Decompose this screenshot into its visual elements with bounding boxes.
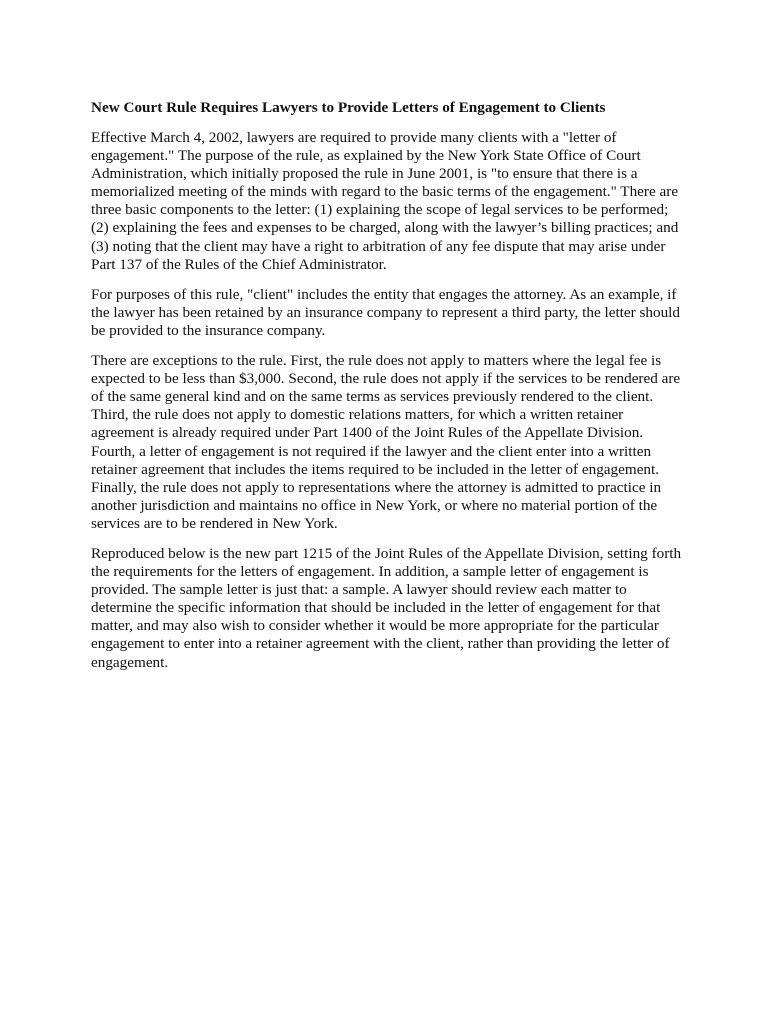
paragraph-line: provided. The sample letter is just that: a sample. A lawyer should review each matter to bbox=[91, 581, 627, 599]
paragraph-reproduced-below bbox=[91, 545, 691, 672]
paragraph-line: Administration, which initially proposed the rule in June 2001, is "to ensure that there is a bbox=[91, 165, 638, 183]
paragraph-line: the lawyer has been retained by an insurance company to represent a third party, the letter should bbox=[91, 303, 680, 321]
paragraph-line: three basic components to the letter: (1) explaining the scope of legal services to be performed; bbox=[91, 201, 669, 219]
paragraph-effective-date bbox=[91, 129, 691, 274]
paragraph-line: Reproduced below is the new part 1215 of the Joint Rules of the Appellate Division, setting forth bbox=[91, 544, 682, 562]
paragraph-line: retainer agreement that includes the items required to be included in the letter of engagement. bbox=[91, 460, 660, 478]
paragraph-line: Third, the rule does not apply to domestic relations matters, for which a written retainer bbox=[91, 406, 624, 424]
paragraph-line: Part 137 of the Rules of the Chief Administrator. bbox=[91, 255, 387, 273]
paragraph-client-definition bbox=[91, 286, 691, 340]
paragraph-line: memorialized meeting of the minds with regard to the basic terms of the engagement." There are bbox=[91, 183, 679, 201]
paragraph-line: of the same general kind and on the same terms as services previously rendered to the client. bbox=[91, 388, 654, 406]
paragraph-line: (2) explaining the fees and expenses to be charged, along with the lawyer’s billing practices; and bbox=[91, 219, 679, 237]
paragraph-line: be provided to the insurance company. bbox=[91, 321, 326, 339]
paragraph-line: Fourth, a letter of engagement is not required if the lawyer and the client enter into a written bbox=[91, 442, 652, 460]
paragraph-line: services are to be rendered in New York. bbox=[91, 514, 338, 532]
paragraph-line: matter, and may also wish to consider whether it would be more appropriate for the particular bbox=[91, 617, 659, 635]
paragraph-line: determine the specific information that should be included in the letter of engagement for that bbox=[91, 599, 661, 617]
paragraph-line: (3) noting that the client may have a right to arbitration of any fee dispute that may arise under bbox=[91, 237, 666, 255]
paragraph-line: There are exceptions to the rule. First, the rule does not apply to matters where the legal fee is bbox=[91, 352, 662, 370]
paragraph-line: Finally, the rule does not apply to representations where the attorney is admitted to practice in bbox=[91, 478, 662, 496]
paragraph-line: another jurisdiction and maintains no office in New York, or where no material portion of the bbox=[91, 496, 658, 514]
document-title: New Court Rule Requires Lawyers to Provide Letters of Engagement to Clients bbox=[91, 99, 606, 116]
document-page bbox=[91, 98, 691, 684]
paragraph-line: For purposes of this rule, "client" includes the entity that engages the attorney. As an example, if bbox=[91, 285, 677, 303]
paragraph-line: expected to be less than $3,000. Second, the rule does not apply if the services to be rendered are bbox=[91, 370, 681, 388]
paragraph-exceptions bbox=[91, 352, 691, 533]
paragraph-line: Effective March 4, 2002, lawyers are required to provide many clients with a "letter of bbox=[91, 129, 617, 146]
paragraph-line: agreement is already required under Part 1400 of the Joint Rules of the Appellate Division. bbox=[91, 424, 644, 442]
paragraph-line: engagement to enter into a retainer agreement with the client, rather than providing the letter of bbox=[91, 635, 670, 653]
paragraph-line: engagement." The purpose of the rule, as explained by the New York State Office of Court bbox=[91, 147, 641, 165]
paragraph-line: engagement. bbox=[91, 653, 169, 671]
paragraph-line: the requirements for the letters of engagement. In addition, a sample letter of engagement is bbox=[91, 563, 649, 581]
